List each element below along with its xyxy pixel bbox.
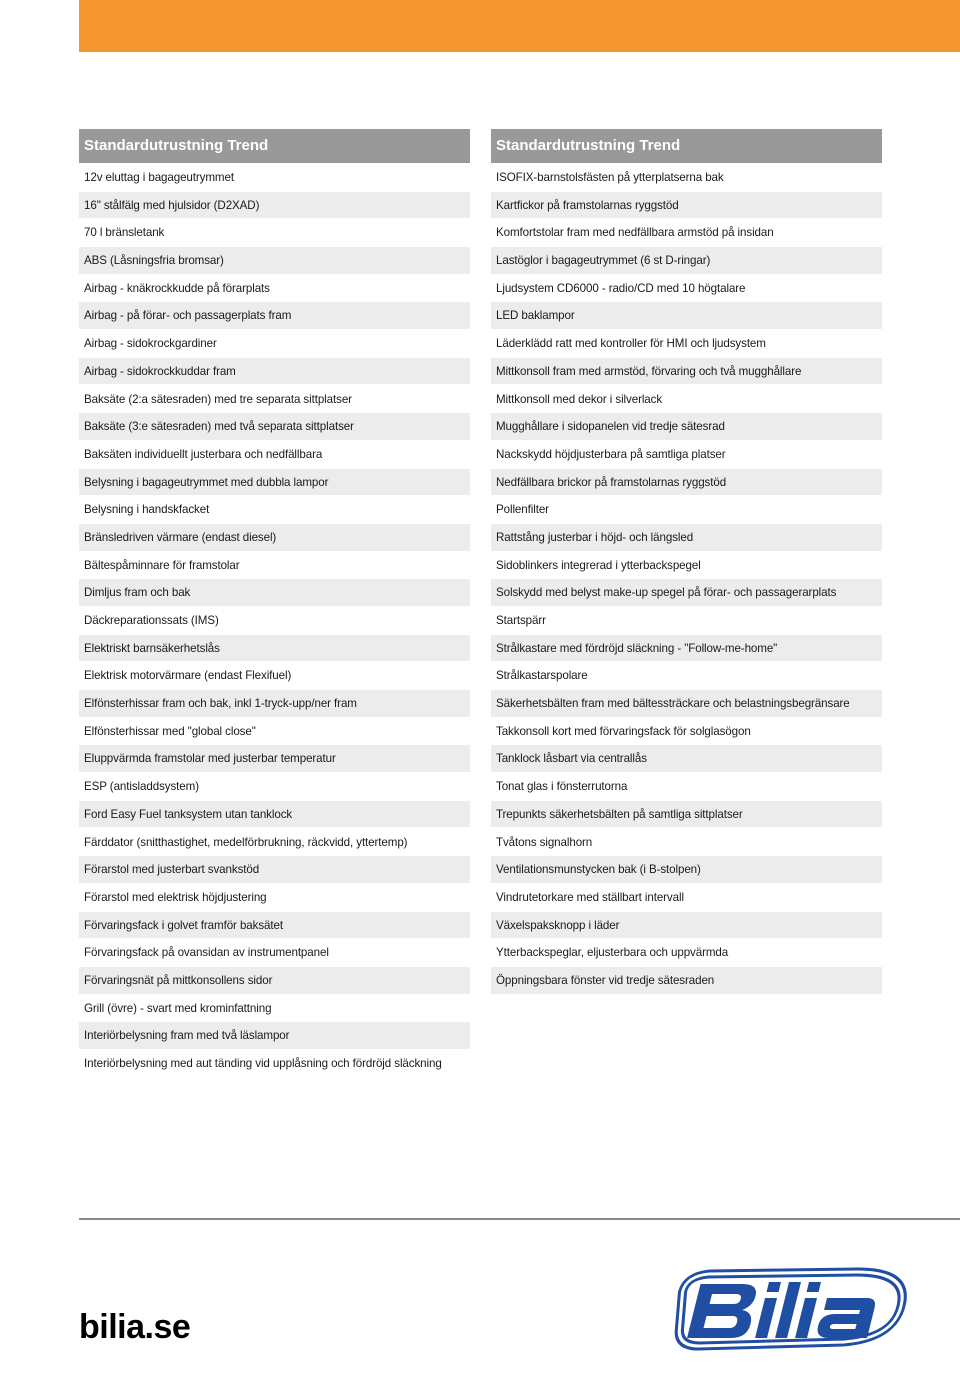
right-equipment-item: Öppningsbara fönster vid tredje sätesraden [491, 967, 882, 994]
left-equipment-item: Interiörbelysning med aut tänding vid upplåsning och fördröjd släckning [84, 1057, 442, 1070]
right-equipment-item: Växelspaksknopp i läder [491, 912, 882, 939]
right-equipment-item: Läderklädd ratt med kontroller för HMI och ljudsystem [496, 337, 766, 351]
left-equipment-item: Elfönsterhissar med "global close" [84, 724, 256, 738]
right-equipment-item: Strålkastarspolare [496, 669, 588, 683]
left-equipment-item: Förvaringsfack i golvet framför baksätet [79, 912, 470, 939]
right-equipment-item: Sidoblinkers integrerad i ytterbackspegel [496, 558, 701, 572]
right-equipment-item: Mittkonsoll med dekor i silverlack [496, 392, 663, 406]
right-equipment-item: Takkonsoll kort med förvaringsfack för solglasögon [496, 724, 751, 738]
right-equipment-item: Vindrutetorkare med ställbart intervall [496, 890, 684, 904]
left-equipment-item: Förarstol med elektrisk höjdjustering [84, 890, 267, 904]
left-equipment-item: Baksäte (2:a sätesraden) med tre separata sittplatser [84, 392, 352, 406]
right-equipment-item: Säkerhetsbälten fram med bältessträckare och belastningsbegränsare [491, 690, 882, 717]
right-equipment-item: LED baklampor [491, 302, 882, 329]
left-equipment-item: Ford Easy Fuel tanksystem utan tanklock [79, 801, 470, 828]
left-equipment-item: Elektriskt barnsäkerhetslås [79, 635, 470, 662]
right-equipment-item: Startspärr [496, 614, 546, 627]
right-equipment-item: Tonat glas i fönsterrutorna [496, 780, 628, 794]
footer-divider [79, 1218, 960, 1220]
left-equipment-item: Däckreparationssats (IMS) [84, 614, 219, 627]
right-equipment-item: Ventilationsmunstycken bak (i B-stolpen) [491, 856, 882, 883]
right-equipment-item: Trepunkts säkerhetsbälten på samtliga sittplatser [491, 801, 882, 828]
right-equipment-item: Tvåtons signalhorn [496, 835, 593, 849]
right-equipment-item: Tanklock låsbart via centrallås [491, 745, 882, 772]
right-equipment-item: Komfortstolar fram med nedfällbara armstöd på insidan [496, 226, 774, 240]
left-equipment-item: Baksäte (3:e sätesraden) med två separata sittplatser [79, 413, 470, 440]
left-equipment-item: Bränsledriven värmare (endast diesel) [79, 524, 470, 551]
left-equipment-item: 70 l bränsletank [84, 226, 165, 240]
left-equipment-item: Elektrisk motorvärmare (endast Flexifuel) [84, 669, 292, 683]
left-equipment-item: Elfönsterhissar fram och bak, inkl 1-tryck-upp/ner fram [79, 690, 470, 717]
left-equipment-item: Airbag - knäkrockkudde på förarplats [84, 281, 270, 295]
right-equipment-item: Solskydd med belyst make-up spegel på förar- och passagerarplats [491, 579, 882, 606]
left-equipment-item: Airbag - på förar- och passagerplats fram [79, 302, 470, 329]
right-equipment-list [491, 164, 882, 994]
orange-top-bar [79, 0, 960, 52]
right-equipment-column [491, 129, 882, 995]
left-equipment-item: Färddator (snitthastighet, medelförbrukning, räckvidd, yttertemp) [84, 835, 408, 849]
left-equipment-item: Baksäten individuellt justerbara och nedfällbara [84, 447, 323, 461]
left-equipment-item: Förarstol med justerbart svankstöd [79, 856, 470, 883]
left-equipment-item: ESP (antisladdsystem) [84, 780, 199, 794]
bilia-logo [650, 1262, 915, 1367]
left-equipment-column [79, 129, 470, 1078]
right-equipment-item: Ljudsystem CD6000 - radio/CD med 10 högtalare [496, 281, 746, 295]
left-equipment-item: Airbag - sidokrockgardiner [84, 337, 217, 351]
right-equipment-item: Mugghållare i sidopanelen vid tredje sätesrad [491, 413, 882, 440]
left-equipment-item: Interiörbelysning fram med två läslampor [79, 1022, 470, 1049]
right-equipment-item: Strålkastare med fördröjd släckning - "Follow-me-home" [491, 635, 882, 662]
right-equipment-item: Rattstång justerbar i höjd- och längsled [491, 524, 882, 551]
left-equipment-item: ABS (Låsningsfria bromsar) [79, 247, 470, 274]
website-link[interactable]: bilia.se [79, 1308, 191, 1346]
bilia-logo-graphic [650, 1262, 915, 1362]
left-equipment-item: Airbag - sidokrockkuddar fram [79, 358, 470, 385]
right-equipment-item: Nedfällbara brickor på framstolarnas ryggstöd [491, 469, 882, 496]
left-equipment-item: Grill (övre) - svart med krominfattning [84, 1001, 272, 1015]
left-equipment-item: Bältespåminnare för framstolar [84, 558, 240, 572]
right-equipment-item: Lastöglor i bagageutrymmet (6 st D-ringar) [491, 247, 882, 274]
left-equipment-list [79, 164, 470, 1077]
left-equipment-item: Förvaringsnät på mittkonsollens sidor [79, 967, 470, 994]
left-equipment-item: Eluppvärmda framstolar med justerbar temperatur [79, 745, 470, 772]
left-equipment-item: Belysning i handskfacket [84, 503, 210, 517]
left-column-header: Standardutrustning Trend [79, 129, 470, 163]
right-equipment-item: Nackskydd höjdjusterbara på samtliga platser [496, 447, 726, 461]
right-equipment-item: Kartfickor på framstolarnas ryggstöd [491, 192, 882, 219]
left-equipment-item: Belysning i bagageutrymmet med dubbla lampor [79, 469, 470, 496]
right-column-header: Standardutrustning Trend [491, 129, 882, 163]
right-equipment-item: Ytterbackspeglar, eljusterbara och uppvärmda [496, 946, 729, 960]
right-equipment-item: Mittkonsoll fram med armstöd, förvaring och två mugghållare [491, 358, 882, 385]
left-equipment-item: Dimljus fram och bak [79, 579, 470, 606]
left-equipment-item: Förvaringsfack på ovansidan av instrumentpanel [84, 946, 329, 960]
right-equipment-item: Pollenfilter [496, 503, 549, 517]
left-equipment-item: 12v eluttag i bagageutrymmet [84, 171, 234, 184]
right-equipment-item: ISOFIX-barnstolsfästen på ytterplatserna bak [496, 171, 724, 184]
left-equipment-item: 16" stålfälg med hjulsidor (D2XAD) [79, 192, 470, 219]
